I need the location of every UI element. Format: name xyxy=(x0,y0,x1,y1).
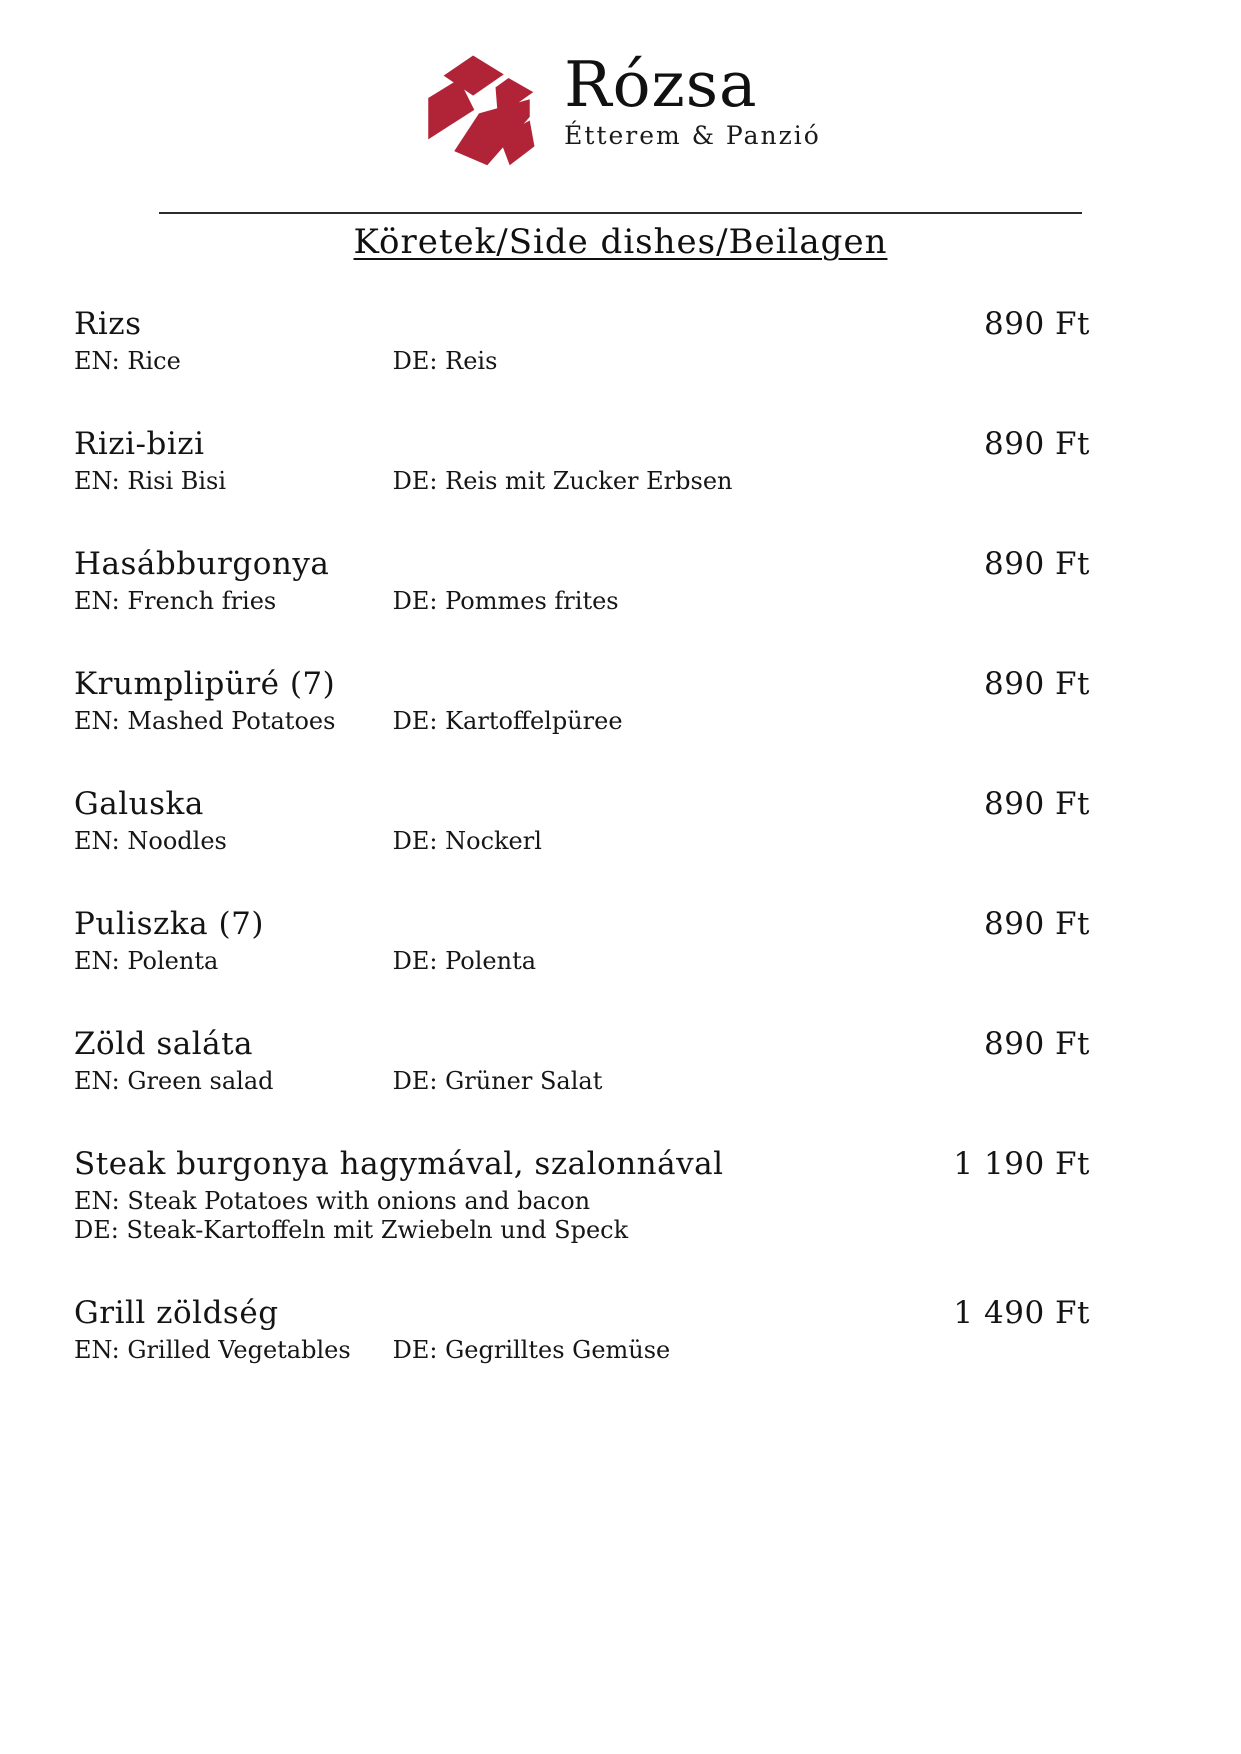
item-header xyxy=(74,426,1090,463)
menu-item xyxy=(74,1026,1090,1096)
item-de: DE: Polenta xyxy=(392,947,537,975)
item-translations xyxy=(74,1187,1090,1245)
item-header xyxy=(74,786,1090,823)
item-header xyxy=(74,1026,1090,1063)
brand-tagline: Étterem & Panzió xyxy=(564,121,821,151)
item-translations xyxy=(74,947,1090,976)
item-name: Rizs xyxy=(74,306,142,342)
item-en: EN: French fries xyxy=(74,587,277,615)
item-price: 890 Ft xyxy=(984,426,1090,462)
item-en: EN: Noodles xyxy=(74,827,227,855)
item-price: 1 190 Ft xyxy=(953,1146,1090,1182)
item-de: DE: Kartoffelpüree xyxy=(392,707,623,735)
logo-text xyxy=(564,50,821,150)
item-en: EN: Steak Potatoes with onions and bacon xyxy=(74,1187,591,1215)
menu-item xyxy=(74,546,1090,616)
item-name: Rizi-bizi xyxy=(74,426,205,462)
item-de: DE: Grüner Salat xyxy=(392,1067,603,1095)
item-en: EN: Grilled Vegetables xyxy=(74,1336,351,1364)
item-name: Zöld saláta xyxy=(74,1026,254,1062)
item-de: DE: Gegrilltes Gemüse xyxy=(392,1336,671,1364)
item-price: 1 490 Ft xyxy=(953,1295,1090,1331)
item-translations xyxy=(74,587,1090,616)
rose-icon xyxy=(420,50,538,172)
item-translations xyxy=(74,1067,1090,1096)
item-price: 890 Ft xyxy=(984,306,1090,342)
item-translations xyxy=(74,467,1090,496)
item-name: Galuska xyxy=(74,786,204,822)
item-en: EN: Polenta xyxy=(74,947,219,975)
item-header xyxy=(74,1295,1090,1332)
item-price: 890 Ft xyxy=(984,546,1090,582)
item-de: DE: Reis mit Zucker Erbsen xyxy=(392,467,733,495)
item-name: Puliszka (7) xyxy=(74,906,264,942)
menu-item xyxy=(74,786,1090,856)
menu-item xyxy=(74,1146,1090,1245)
item-price: 890 Ft xyxy=(984,1026,1090,1062)
menu-item xyxy=(74,906,1090,976)
item-price: 890 Ft xyxy=(984,906,1090,942)
item-name: Grill zöldség xyxy=(74,1295,279,1331)
item-price: 890 Ft xyxy=(984,666,1090,702)
section-divider xyxy=(159,212,1082,214)
item-name: Krumplipüré (7) xyxy=(74,666,336,702)
menu-item xyxy=(74,426,1090,496)
item-translations xyxy=(74,1336,1090,1365)
item-name: Hasábburgonya xyxy=(74,546,330,582)
item-name: Steak burgonya hagymával, szalonnával xyxy=(74,1146,724,1182)
item-translations xyxy=(74,347,1090,376)
menu-item xyxy=(74,666,1090,736)
item-price: 890 Ft xyxy=(984,786,1090,822)
page-title: Köretek/Side dishes/Beilagen xyxy=(353,222,888,262)
menu-item xyxy=(74,1295,1090,1365)
item-header xyxy=(74,1146,1090,1183)
menu-item xyxy=(74,306,1090,376)
menu-items xyxy=(74,306,1090,1365)
item-translations xyxy=(74,707,1090,736)
item-de: DE: Reis xyxy=(392,347,498,375)
item-header xyxy=(74,906,1090,943)
item-translations xyxy=(74,827,1090,856)
item-header xyxy=(74,666,1090,703)
item-en: EN: Risi Bisi xyxy=(74,467,227,495)
item-en: EN: Green salad xyxy=(74,1067,274,1095)
item-de: DE: Nockerl xyxy=(392,827,542,855)
item-de: DE: Steak-Kartoffeln mit Zwiebeln und Speck xyxy=(74,1216,629,1244)
item-header xyxy=(74,546,1090,583)
brand-name: Rózsa xyxy=(564,48,758,121)
restaurant-logo xyxy=(0,0,1241,172)
item-de: DE: Pommes frites xyxy=(392,587,619,615)
item-en: EN: Rice xyxy=(74,347,181,375)
item-header xyxy=(74,306,1090,343)
item-en: EN: Mashed Potatoes xyxy=(74,707,336,735)
